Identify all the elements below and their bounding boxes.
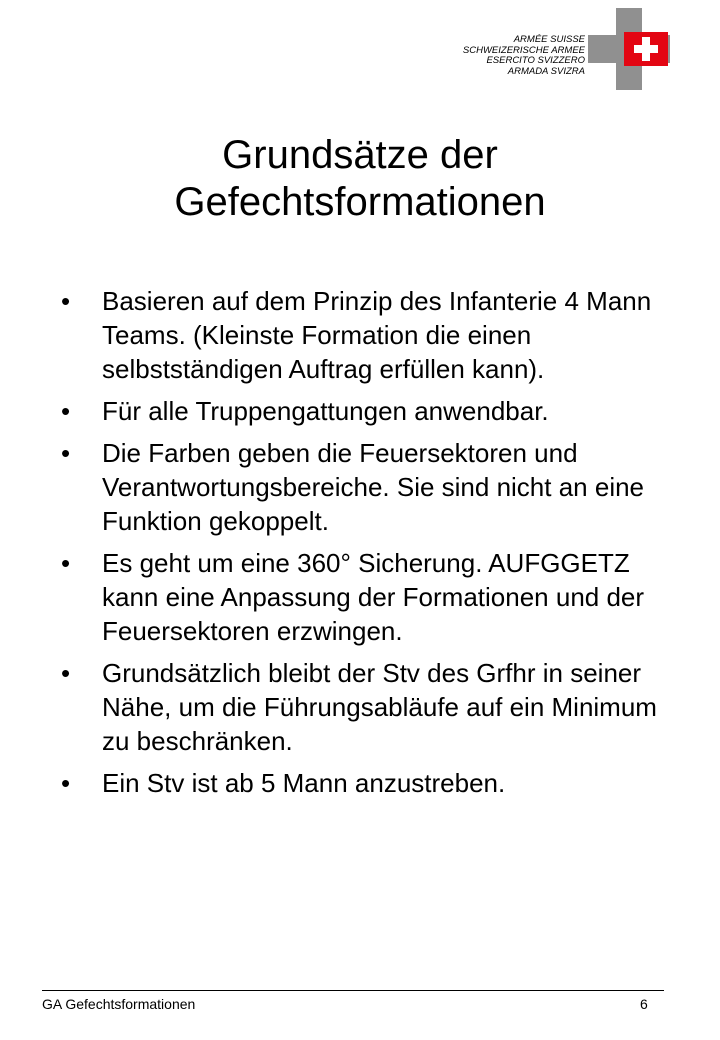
swiss-cross-logo-icon: [588, 8, 670, 90]
bullet-item: • Ein Stv ist ab 5 Mann anzustreben.: [58, 766, 678, 800]
bullet-item: • Grundsätzlich bleibt der Stv des Grfhr in seiner Nähe, um die Führungsabläufe auf ein Minimum zu beschränken.: [58, 656, 678, 758]
footer-page-number: 6: [640, 996, 648, 1012]
footer-divider: [42, 990, 664, 991]
bullet-item: • Basieren auf dem Prinzip des Infanterie 4 Mann Teams. (Kleinste Formation die einen selbstständigen Auftrag erfüllen kann).: [58, 284, 678, 386]
bullet-item: • Die Farben geben die Feuersektoren und Verantwortungsbereiche. Sie sind nicht an eine Funktion gekoppelt.: [58, 436, 678, 538]
army-name-block: [463, 35, 585, 77]
army-name-fr: ARMÉE SUISSE: [513, 34, 585, 45]
army-name-rm: ARMADA SVIZRA: [507, 65, 585, 77]
title-line-1: Grundsätze der: [222, 133, 498, 177]
bullet-list: [58, 284, 678, 808]
page-title: [0, 132, 720, 226]
bullet-item: • Für alle Truppengattungen anwendbar.: [58, 394, 678, 428]
footer-document-title: GA Gefechtsformationen: [42, 996, 196, 1012]
bullet-item: • Es geht um eine 360° Sicherung. AUFGGETZ kann eine Anpassung der Formationen und der Feuersektoren erzwingen.: [58, 546, 678, 648]
army-name-de: SCHWEIZERISCHE ARMEE: [462, 44, 585, 56]
army-name-it: ESERCITO SVIZZERO: [486, 55, 585, 66]
title-line-2: Gefechtsformationen: [174, 180, 546, 224]
